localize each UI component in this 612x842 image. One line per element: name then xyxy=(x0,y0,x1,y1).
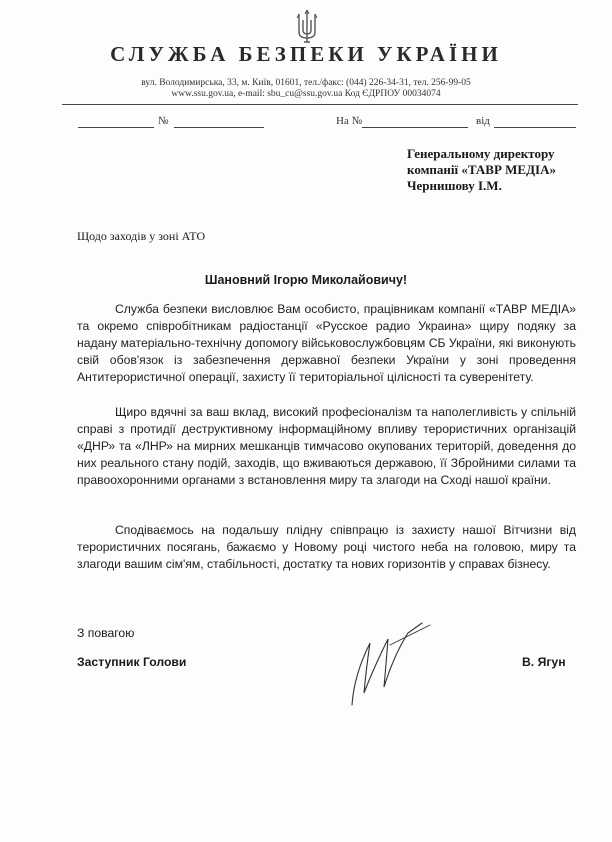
paragraph-text: Служба безпеки висловлює Вам особисто, працівникам компанії «ТАВР МЕДІА» та окремо співробітникам радіостанції «Русское радио Украина» щиру подяку за надану матеріально-технічну допомогу військовослужбовцям СБ України, які виконують свій обов'язок із забезпечення державної безпеки України у зоні проведення Антитерористичної операції, захисту її територіальної цілісності та суверенітету. xyxy=(77,302,576,384)
reference-number-label: На № xyxy=(336,115,363,127)
body-paragraph xyxy=(77,404,576,489)
recipient-block xyxy=(407,146,607,194)
body-paragraph xyxy=(77,301,576,386)
greeting: Шановний Ігорю Миколайовичу! xyxy=(204,273,408,287)
paragraph-text: Щиро вдячні за ваш вклад, високий професіоналізм та наполегливість у спільній справі з протидії деструктивному інформаційному впливу терористичних організацій «ДНР» та «ЛНР» на мирних мешканців тимчасово окупованих територій, доведення до них реального стану подій, заходів, що вживаються державою, її Збройними силами та правоохоронними органами з встановлення миру та злагоди на Сході нашої країни. xyxy=(77,405,576,487)
recipient-company: компанії «ТАВР МЕДІА» xyxy=(407,162,556,177)
contact-line: www.ssu.gov.ua, e-mail: sbu_cu@ssu.gov.ua Код ЄДРПОУ 00034074 xyxy=(171,89,441,99)
handwritten-signature-icon xyxy=(330,615,440,715)
reference-number-blank-line xyxy=(362,127,468,128)
header-divider xyxy=(62,104,578,105)
reference-date-label: від xyxy=(476,115,490,127)
recipient-position: Генеральному директору xyxy=(407,146,555,161)
body-paragraph xyxy=(77,522,576,573)
number-blank-line xyxy=(174,127,264,128)
organization-title: СЛУЖБА БЕЗПЕКИ УКРАЇНИ xyxy=(110,42,502,66)
reference-date-blank-line xyxy=(494,127,576,128)
trident-emblem-icon xyxy=(296,8,318,44)
number-label: № xyxy=(158,115,169,127)
signer-title: Заступник Голови xyxy=(77,655,187,669)
closing-phrase: З повагою xyxy=(77,626,135,640)
signer-name: В. Ягун xyxy=(522,655,566,669)
recipient-name: Чернишову І.М. xyxy=(407,178,502,193)
paragraph-text: Сподіваємось на подальшу плідну співпрацю із захисту нашої Вітчизни від терористичних посягань, бажаємо у Новому році чистого неба на головою, миру та злагоди вашим сім'ям, стабільності, достатку та нових горизонтів у справах бізнесу. xyxy=(77,523,576,571)
letter-subject: Щодо заходів у зоні АТО xyxy=(77,229,206,243)
address-line: вул. Володимирська, 33, м. Київ, 01601, тел./факс: (044) 226-34-31, тел. 256-99-05 xyxy=(141,78,471,88)
date-blank-line xyxy=(78,127,154,128)
